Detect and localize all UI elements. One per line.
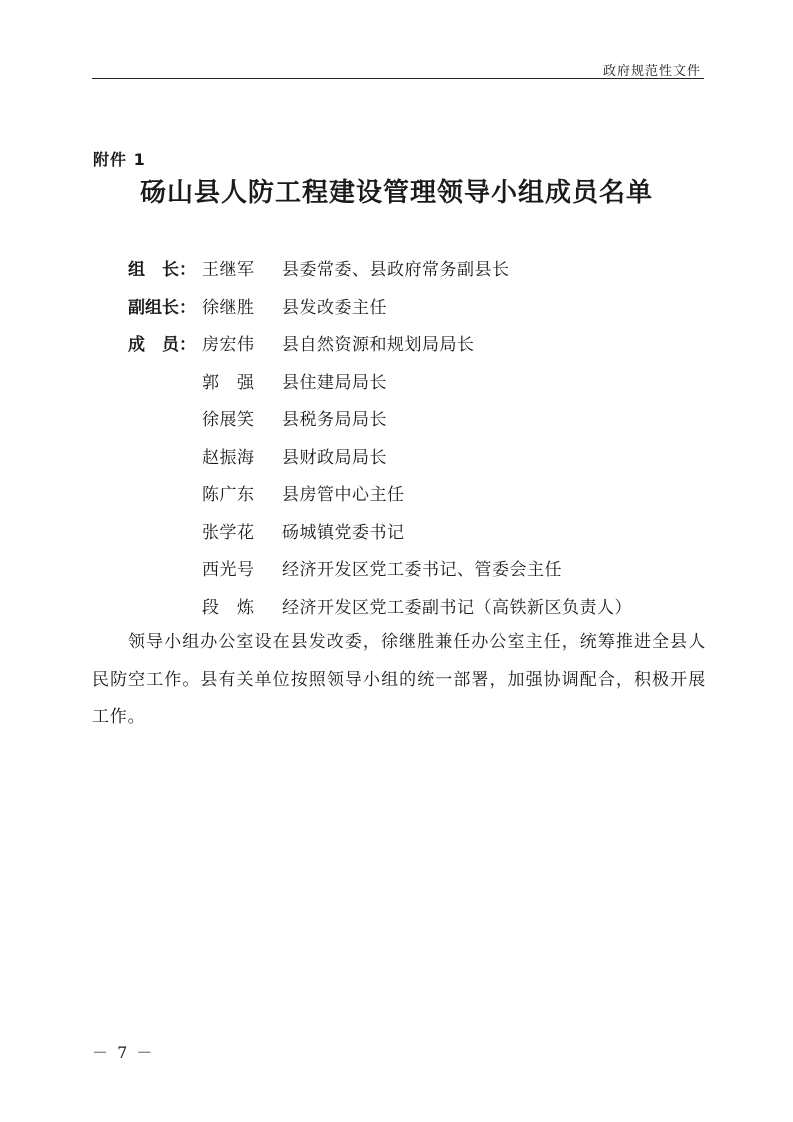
roster-position: 砀城镇党委书记 xyxy=(282,522,405,543)
roster-name: 西光号 xyxy=(202,560,255,580)
closing-paragraph: 领导小组办公室设在县发改委，徐继胜兼任办公室主任，统筹推进全县人民防空工作。县有关单位按照领导小组的统一部署，加强协调配合，积极开展工作。 xyxy=(92,632,706,727)
roster-row xyxy=(128,590,632,628)
roster-role: 成 员： xyxy=(128,335,196,355)
roster-position: 县财政局局长 xyxy=(282,447,387,468)
roster-row xyxy=(128,477,632,515)
roster-position: 县住建局局长 xyxy=(282,372,387,393)
roster-row xyxy=(128,365,632,403)
roster-name: 徐继胜 xyxy=(202,297,255,318)
roster-row xyxy=(128,402,632,440)
document-title: 砀山县人防工程建设管理领导小组成员名单 xyxy=(139,178,653,208)
roster-row xyxy=(128,515,632,553)
roster-name: 王继军 xyxy=(202,260,255,280)
roster-position: 县房管中心主任 xyxy=(282,485,405,505)
page-number: － 7 － xyxy=(92,1043,155,1062)
roster-name: 张学花 xyxy=(202,522,255,543)
member-roster xyxy=(128,252,632,627)
roster-name: 段 炼 xyxy=(202,597,255,618)
header-rule xyxy=(92,78,704,79)
attachment-label: 附件 1 xyxy=(93,150,146,169)
roster-row xyxy=(128,552,632,590)
roster-name: 房宏伟 xyxy=(202,335,255,355)
header-label: 政府规范性文件 xyxy=(602,64,701,79)
roster-position: 县委常委、县政府常务副县长 xyxy=(282,260,510,280)
roster-row xyxy=(128,440,632,478)
roster-name: 赵振海 xyxy=(202,447,255,468)
roster-row xyxy=(128,290,632,328)
roster-position: 经济开发区党工委副书记（高铁新区负责人） xyxy=(282,597,632,618)
roster-name: 徐展笑 xyxy=(202,410,255,430)
roster-role: 组 长： xyxy=(128,260,196,280)
roster-position: 县税务局局长 xyxy=(282,410,387,430)
roster-name: 郭 强 xyxy=(202,372,255,393)
roster-name: 陈广东 xyxy=(202,485,255,505)
roster-row xyxy=(128,252,632,290)
roster-position: 县发改委主任 xyxy=(282,297,387,318)
roster-position: 经济开发区党工委书记、管委会主任 xyxy=(282,560,562,580)
roster-row xyxy=(128,327,632,365)
roster-role: 副组长： xyxy=(128,297,196,318)
roster-position: 县自然资源和规划局局长 xyxy=(282,335,475,355)
